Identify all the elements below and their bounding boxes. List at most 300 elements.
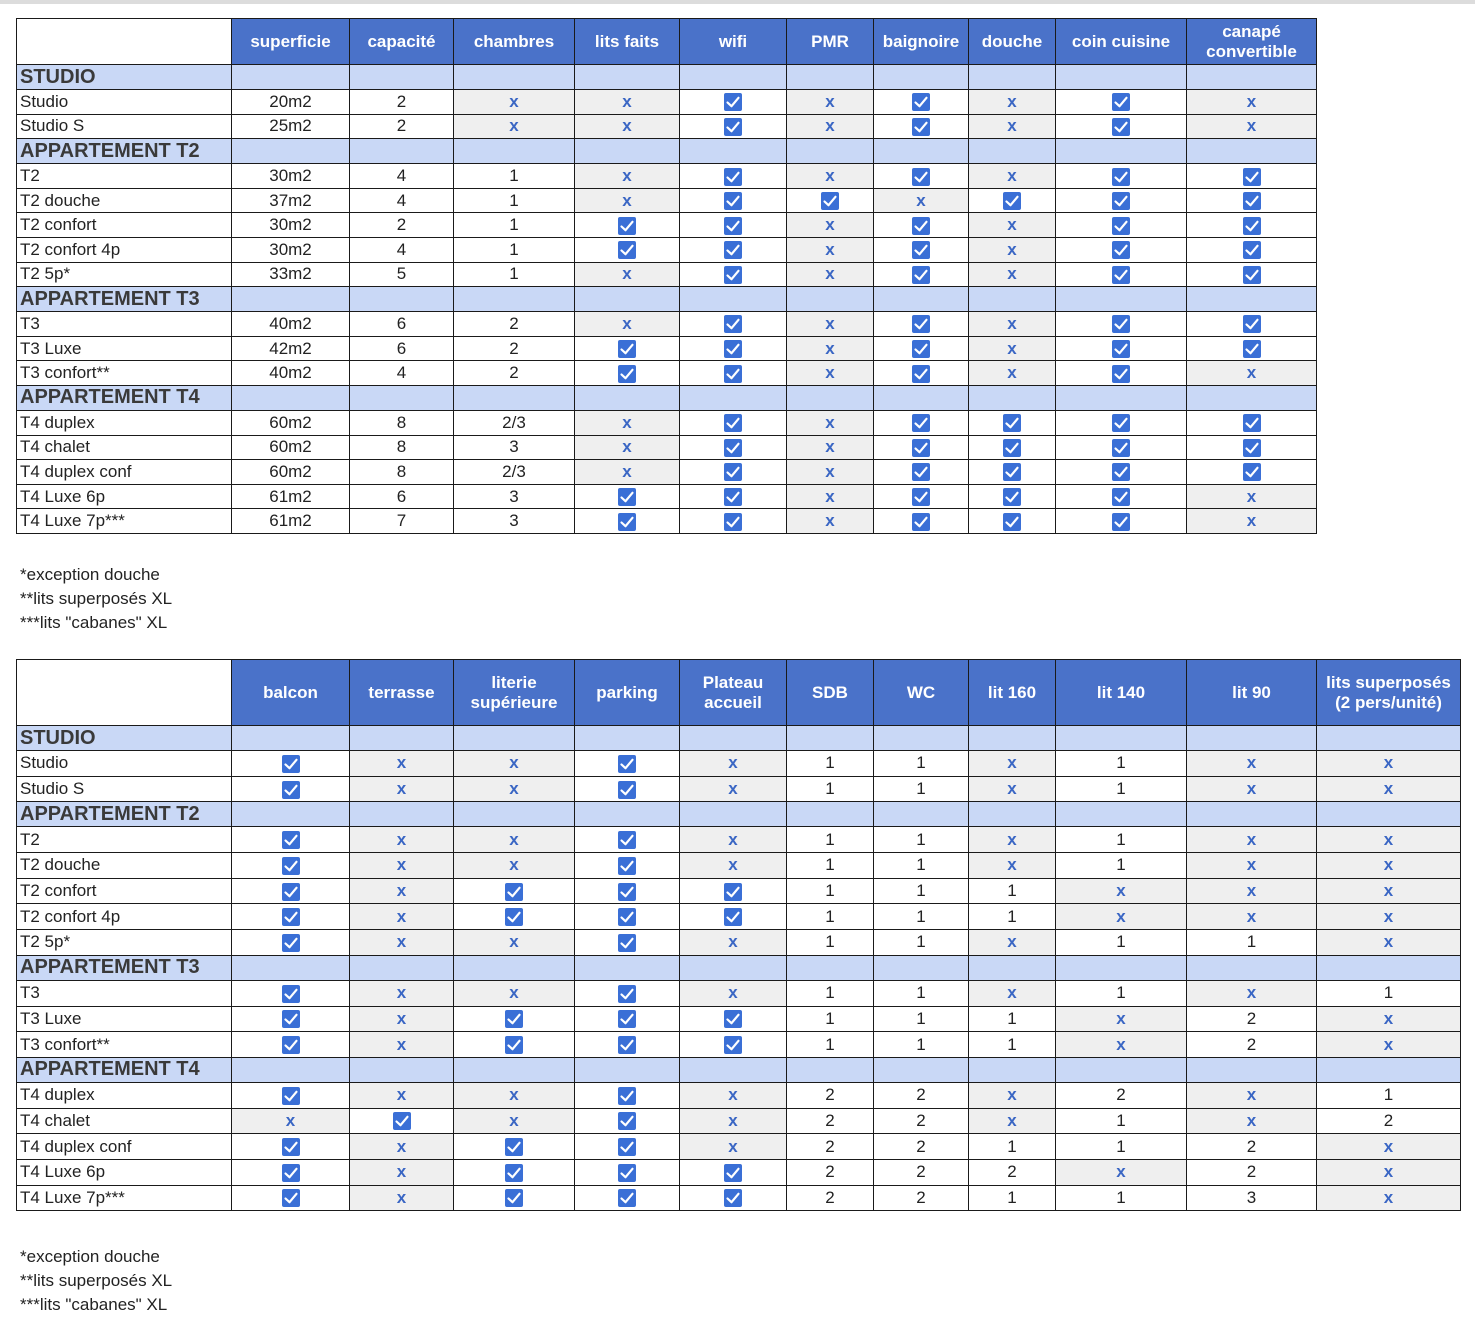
section-cell <box>680 385 787 410</box>
no-cell: x <box>1187 980 1317 1006</box>
no-cell: x <box>1317 751 1461 777</box>
value-cell: 1 <box>1317 980 1461 1006</box>
value-cell: 2 <box>874 1185 969 1211</box>
checkbox-checked-icon <box>724 1010 742 1028</box>
footnote: ***lits "cabanes" XL <box>20 1295 168 1314</box>
checkbox-checked-icon <box>282 1036 300 1054</box>
checkbox-cell <box>575 1032 680 1058</box>
checkbox-cell <box>575 878 680 904</box>
column-header: WC <box>874 660 969 726</box>
value-cell: 1 <box>969 904 1056 930</box>
value-cell: 6 <box>350 484 454 509</box>
row-label: T4 duplex conf <box>17 1134 232 1160</box>
section-title: STUDIO <box>17 65 232 90</box>
footnotes <box>20 1245 172 1317</box>
section-cell <box>680 139 787 164</box>
no-cell: x <box>1317 776 1461 802</box>
checkbox-cell <box>1056 213 1187 238</box>
checkbox-cell <box>232 751 350 777</box>
table-row <box>17 188 1317 213</box>
checkbox-checked-icon <box>282 781 300 799</box>
checkbox-cell <box>1056 410 1187 435</box>
checkbox-cell <box>680 509 787 534</box>
row-label: T2 confort <box>17 878 232 904</box>
row-label: T4 Luxe 7p*** <box>17 509 232 534</box>
checkbox-checked-icon <box>618 488 636 506</box>
column-header: Plateau accueil <box>680 660 787 726</box>
section-cell <box>787 802 874 827</box>
no-cell: x <box>454 980 575 1006</box>
section-cell <box>350 287 454 312</box>
value-cell: 30m2 <box>232 237 350 262</box>
no-cell: x <box>1317 1006 1461 1032</box>
checkbox-checked-icon <box>618 1189 636 1207</box>
checkbox-cell <box>680 361 787 386</box>
row-label: T2 <box>17 164 232 189</box>
checkbox-checked-icon <box>724 365 742 383</box>
no-cell: x <box>1317 1159 1461 1185</box>
section-cell <box>454 1057 575 1082</box>
value-cell: 3 <box>454 509 575 534</box>
value-cell: 2 <box>787 1185 874 1211</box>
checkbox-cell <box>680 435 787 460</box>
section-cell <box>350 802 454 827</box>
no-cell: x <box>350 930 454 956</box>
value-cell: 6 <box>350 336 454 361</box>
checkbox-checked-icon <box>912 439 930 457</box>
checkbox-checked-icon <box>618 1164 636 1182</box>
section-cell <box>1056 287 1187 312</box>
no-cell: x <box>575 410 680 435</box>
checkbox-checked-icon <box>618 1138 636 1156</box>
section-cell <box>575 287 680 312</box>
no-cell: x <box>680 1108 787 1134</box>
no-cell: x <box>1187 1108 1317 1134</box>
value-cell: 1 <box>1056 1185 1187 1211</box>
checkbox-cell <box>232 1032 350 1058</box>
value-cell: 1 <box>454 262 575 287</box>
value-cell: 1 <box>969 1006 1056 1032</box>
value-cell: 2 <box>454 361 575 386</box>
section-cell <box>969 955 1056 980</box>
no-cell: x <box>1317 1185 1461 1211</box>
no-cell: x <box>787 361 874 386</box>
section-title: APPARTEMENT T3 <box>17 955 232 980</box>
no-cell: x <box>969 980 1056 1006</box>
no-cell: x <box>454 827 575 853</box>
no-cell: x <box>1187 853 1317 879</box>
no-cell: x <box>969 213 1056 238</box>
no-cell: x <box>350 1006 454 1032</box>
no-cell: x <box>454 1108 575 1134</box>
checkbox-checked-icon <box>505 1036 523 1054</box>
checkbox-cell <box>874 90 969 115</box>
value-cell: 1 <box>787 878 874 904</box>
checkbox-checked-icon <box>1243 414 1261 432</box>
checkbox-cell <box>680 878 787 904</box>
checkbox-cell <box>969 484 1056 509</box>
top-bar <box>0 0 1475 4</box>
value-cell: 1 <box>787 776 874 802</box>
section-cell <box>1056 1057 1187 1082</box>
section-title: APPARTEMENT T2 <box>17 139 232 164</box>
section-cell <box>787 726 874 751</box>
section-cell <box>680 287 787 312</box>
value-cell: 1 <box>1317 1082 1461 1108</box>
checkbox-cell <box>232 878 350 904</box>
no-cell: x <box>454 853 575 879</box>
column-header: SDB <box>787 660 874 726</box>
value-cell: 4 <box>350 361 454 386</box>
section-cell <box>1317 802 1461 827</box>
table-row <box>17 336 1317 361</box>
checkbox-checked-icon <box>912 118 930 136</box>
column-header: wifi <box>680 19 787 65</box>
checkbox-cell <box>874 312 969 337</box>
value-cell: 25m2 <box>232 114 350 139</box>
table-row <box>17 237 1317 262</box>
section-row <box>17 955 1461 980</box>
no-cell: x <box>454 751 575 777</box>
table-row <box>17 930 1461 956</box>
no-cell: x <box>969 262 1056 287</box>
header-corner <box>17 19 232 65</box>
value-cell: 2 <box>1187 1159 1317 1185</box>
checkbox-checked-icon <box>821 192 839 210</box>
checkbox-checked-icon <box>618 217 636 235</box>
header-corner <box>17 660 232 726</box>
section-title: STUDIO <box>17 726 232 751</box>
checkbox-cell <box>575 336 680 361</box>
section-cell <box>1187 726 1317 751</box>
section-row <box>17 802 1461 827</box>
checkbox-cell <box>680 262 787 287</box>
checkbox-cell <box>874 336 969 361</box>
value-cell: 1 <box>874 827 969 853</box>
section-cell <box>874 1057 969 1082</box>
value-cell: 40m2 <box>232 361 350 386</box>
table-row <box>17 751 1461 777</box>
section-cell <box>969 287 1056 312</box>
value-cell: 3 <box>454 484 575 509</box>
row-label: T3 <box>17 312 232 337</box>
checkbox-checked-icon <box>618 857 636 875</box>
checkbox-cell <box>1187 435 1317 460</box>
section-cell <box>1187 139 1317 164</box>
table-row <box>17 213 1317 238</box>
checkbox-cell <box>874 164 969 189</box>
row-label: T4 Luxe 6p <box>17 484 232 509</box>
value-cell: 1 <box>1056 930 1187 956</box>
checkbox-cell <box>680 90 787 115</box>
row-label: T3 Luxe <box>17 1006 232 1032</box>
checkbox-cell <box>575 1185 680 1211</box>
checkbox-cell <box>1056 336 1187 361</box>
checkbox-checked-icon <box>282 985 300 1003</box>
section-cell <box>874 955 969 980</box>
row-label: Studio S <box>17 114 232 139</box>
checkbox-cell <box>575 853 680 879</box>
section-cell <box>969 726 1056 751</box>
header-row <box>17 19 1317 65</box>
value-cell: 1 <box>874 930 969 956</box>
value-cell: 1 <box>874 878 969 904</box>
table-row <box>17 776 1461 802</box>
checkbox-cell <box>350 1108 454 1134</box>
amenities-table <box>16 18 1317 534</box>
checkbox-checked-icon <box>618 781 636 799</box>
section-cell <box>232 385 350 410</box>
checkbox-checked-icon <box>724 93 742 111</box>
no-cell: x <box>575 435 680 460</box>
checkbox-checked-icon <box>912 241 930 259</box>
value-cell: 2 <box>1056 1082 1187 1108</box>
no-cell: x <box>787 460 874 485</box>
section-cell <box>575 65 680 90</box>
no-cell: x <box>969 853 1056 879</box>
checkbox-checked-icon <box>724 1189 742 1207</box>
footnote: ***lits "cabanes" XL <box>20 613 168 632</box>
table-row <box>17 164 1317 189</box>
no-cell: x <box>350 1159 454 1185</box>
checkbox-checked-icon <box>282 934 300 952</box>
table-row <box>17 361 1317 386</box>
section-cell <box>232 1057 350 1082</box>
no-cell: x <box>787 312 874 337</box>
checkbox-cell <box>232 1082 350 1108</box>
section-cell <box>1187 287 1317 312</box>
column-header: chambres <box>454 19 575 65</box>
checkbox-cell <box>575 361 680 386</box>
checkbox-cell <box>1056 237 1187 262</box>
no-cell: x <box>1317 853 1461 879</box>
value-cell: 2 <box>454 312 575 337</box>
value-cell: 1 <box>787 980 874 1006</box>
checkbox-checked-icon <box>1112 118 1130 136</box>
section-title: APPARTEMENT T4 <box>17 1057 232 1082</box>
checkbox-checked-icon <box>1112 217 1130 235</box>
row-label: T4 duplex <box>17 1082 232 1108</box>
no-cell: x <box>787 484 874 509</box>
table-row <box>17 435 1317 460</box>
checkbox-checked-icon <box>912 463 930 481</box>
no-cell: x <box>454 1082 575 1108</box>
no-cell: x <box>969 1082 1056 1108</box>
table-row <box>17 312 1317 337</box>
checkbox-cell <box>680 336 787 361</box>
column-header: lit 160 <box>969 660 1056 726</box>
no-cell: x <box>454 930 575 956</box>
no-cell: x <box>1056 1159 1187 1185</box>
row-label: T3 confort** <box>17 1032 232 1058</box>
checkbox-checked-icon <box>1003 192 1021 210</box>
column-header: lit 90 <box>1187 660 1317 726</box>
checkbox-cell <box>680 188 787 213</box>
section-cell <box>454 139 575 164</box>
no-cell: x <box>1187 776 1317 802</box>
section-cell <box>874 287 969 312</box>
section-title: APPARTEMENT T4 <box>17 385 232 410</box>
value-cell: 1 <box>969 1185 1056 1211</box>
checkbox-checked-icon <box>1112 340 1130 358</box>
no-cell: x <box>787 90 874 115</box>
section-cell <box>874 726 969 751</box>
checkbox-cell <box>680 1032 787 1058</box>
checkbox-cell <box>454 1032 575 1058</box>
checkbox-cell <box>680 904 787 930</box>
checkbox-checked-icon <box>1112 365 1130 383</box>
checkbox-checked-icon <box>1243 340 1261 358</box>
checkbox-checked-icon <box>505 883 523 901</box>
no-cell: x <box>1187 878 1317 904</box>
checkbox-checked-icon <box>505 1189 523 1207</box>
section-cell <box>575 726 680 751</box>
checkbox-cell <box>575 904 680 930</box>
no-cell: x <box>787 213 874 238</box>
checkbox-cell <box>575 980 680 1006</box>
checkbox-checked-icon <box>618 755 636 773</box>
no-cell: x <box>969 827 1056 853</box>
checkbox-cell <box>1056 164 1187 189</box>
section-cell <box>454 65 575 90</box>
checkbox-cell <box>232 776 350 802</box>
checkbox-cell <box>232 930 350 956</box>
checkbox-checked-icon <box>724 217 742 235</box>
section-cell <box>454 955 575 980</box>
value-cell: 42m2 <box>232 336 350 361</box>
column-header: douche <box>969 19 1056 65</box>
checkbox-cell <box>454 1159 575 1185</box>
checkbox-checked-icon <box>912 315 930 333</box>
value-cell: 2/3 <box>454 410 575 435</box>
value-cell: 1 <box>1056 1134 1187 1160</box>
no-cell: x <box>454 114 575 139</box>
checkbox-checked-icon <box>505 1164 523 1182</box>
checkbox-checked-icon <box>1243 241 1261 259</box>
checkbox-checked-icon <box>1112 315 1130 333</box>
checkbox-cell <box>575 1082 680 1108</box>
section-cell <box>969 65 1056 90</box>
section-cell <box>350 955 454 980</box>
no-cell: x <box>1317 878 1461 904</box>
checkbox-cell <box>575 237 680 262</box>
value-cell: 8 <box>350 435 454 460</box>
value-cell: 1 <box>874 1006 969 1032</box>
checkbox-cell <box>1056 460 1187 485</box>
footnote: **lits superposés XL <box>20 1271 173 1290</box>
checkbox-cell <box>1056 484 1187 509</box>
checkbox-cell <box>680 1006 787 1032</box>
checkbox-checked-icon <box>1112 266 1130 284</box>
value-cell: 1 <box>969 878 1056 904</box>
value-cell: 2 <box>1187 1134 1317 1160</box>
value-cell: 1 <box>787 1006 874 1032</box>
table-row <box>17 827 1461 853</box>
column-header: literie supérieure <box>454 660 575 726</box>
section-cell <box>575 802 680 827</box>
checkbox-checked-icon <box>724 414 742 432</box>
section-row <box>17 139 1317 164</box>
no-cell: x <box>1317 930 1461 956</box>
table-row <box>17 1006 1461 1032</box>
checkbox-cell <box>680 237 787 262</box>
row-label: T2 douche <box>17 188 232 213</box>
section-cell <box>232 65 350 90</box>
checkbox-checked-icon <box>282 831 300 849</box>
no-cell: x <box>680 1082 787 1108</box>
checkbox-cell <box>969 460 1056 485</box>
no-cell: x <box>575 460 680 485</box>
table-row <box>17 1032 1461 1058</box>
value-cell: 1 <box>1056 776 1187 802</box>
no-cell: x <box>874 188 969 213</box>
checkbox-cell <box>680 1185 787 1211</box>
no-cell: x <box>575 90 680 115</box>
checkbox-checked-icon <box>724 241 742 259</box>
value-cell: 20m2 <box>232 90 350 115</box>
column-header: coin cuisine <box>1056 19 1187 65</box>
checkbox-cell <box>1187 262 1317 287</box>
section-cell <box>350 139 454 164</box>
checkbox-checked-icon <box>1003 463 1021 481</box>
checkbox-checked-icon <box>724 192 742 210</box>
checkbox-cell <box>575 1108 680 1134</box>
column-header: baignoire <box>874 19 969 65</box>
checkbox-cell <box>787 188 874 213</box>
checkbox-checked-icon <box>618 365 636 383</box>
section-cell <box>1056 65 1187 90</box>
section-cell <box>1056 726 1187 751</box>
section-cell <box>680 1057 787 1082</box>
no-cell: x <box>787 164 874 189</box>
value-cell: 2 <box>969 1159 1056 1185</box>
section-cell <box>350 65 454 90</box>
no-cell: x <box>787 114 874 139</box>
checkbox-cell <box>874 361 969 386</box>
checkbox-checked-icon <box>1003 488 1021 506</box>
checkbox-cell <box>232 853 350 879</box>
value-cell: 1 <box>454 237 575 262</box>
section-cell <box>454 287 575 312</box>
value-cell: 1 <box>454 164 575 189</box>
table-row <box>17 878 1461 904</box>
checkbox-cell <box>575 776 680 802</box>
section-row <box>17 1057 1461 1082</box>
table-row <box>17 509 1317 534</box>
no-cell: x <box>969 164 1056 189</box>
section-cell <box>575 955 680 980</box>
no-cell: x <box>350 751 454 777</box>
checkbox-checked-icon <box>724 168 742 186</box>
section-cell <box>787 65 874 90</box>
section-cell <box>874 385 969 410</box>
checkbox-checked-icon <box>282 1138 300 1156</box>
value-cell: 2 <box>787 1159 874 1185</box>
checkbox-cell <box>1187 312 1317 337</box>
value-cell: 1 <box>1056 1108 1187 1134</box>
checkbox-checked-icon <box>618 934 636 952</box>
no-cell: x <box>1317 904 1461 930</box>
no-cell: x <box>350 1032 454 1058</box>
section-cell <box>969 1057 1056 1082</box>
value-cell: 2/3 <box>454 460 575 485</box>
value-cell: 3 <box>454 435 575 460</box>
checkbox-cell <box>1187 410 1317 435</box>
value-cell: 1 <box>1056 980 1187 1006</box>
checkbox-checked-icon <box>1003 414 1021 432</box>
checkbox-cell <box>969 188 1056 213</box>
checkbox-checked-icon <box>618 1112 636 1130</box>
